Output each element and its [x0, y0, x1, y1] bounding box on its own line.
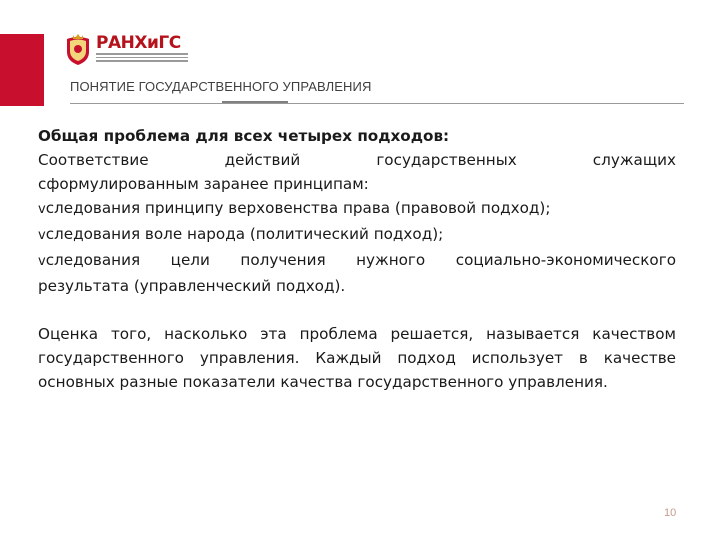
- emblem-icon: [64, 32, 92, 66]
- bullet-item: [38, 222, 676, 248]
- bullet-item: [38, 248, 676, 274]
- red-accent-bar: [0, 34, 44, 106]
- bullet-continuation: результата (управленческий подход).: [38, 277, 346, 295]
- checkmark-bullet-icon: v: [38, 228, 46, 243]
- ranepa-logo: [64, 32, 192, 68]
- page-title: ПОНЯТИЕ ГОСУДАРСТВЕННОГО УПРАВЛЕНИЯ: [70, 79, 372, 94]
- slide-content: [38, 124, 676, 394]
- bullet-text: следования принципу верховенства права (правовой подход);: [45, 199, 551, 217]
- bullet-item: [38, 196, 676, 222]
- content-heading: Общая проблема для всех четырех подходов:: [38, 127, 450, 145]
- logo-wordmark: РАНХиГС: [96, 33, 181, 53]
- logo-subtitle-lines: [96, 53, 188, 64]
- intro-line-1: Соответствие действий государственных служащих: [38, 151, 676, 169]
- page-number: 10: [664, 507, 677, 519]
- checkmark-bullet-icon: v: [38, 254, 46, 269]
- intro-line-2: сформулированным заранее принципам:: [38, 175, 369, 193]
- header-divider: [70, 103, 684, 104]
- bullet-text: следования воле народа (политический подход);: [45, 225, 444, 243]
- checkmark-bullet-icon: v: [38, 202, 46, 217]
- bullet-text: следования цели получения нужного социально-экономического: [45, 251, 676, 269]
- quality-paragraph: Оценка того, насколько эта проблема решается, называется качеством государственного управления. Каждый подход использует в качестве основных разные показатели качества государственного управления.: [38, 325, 676, 391]
